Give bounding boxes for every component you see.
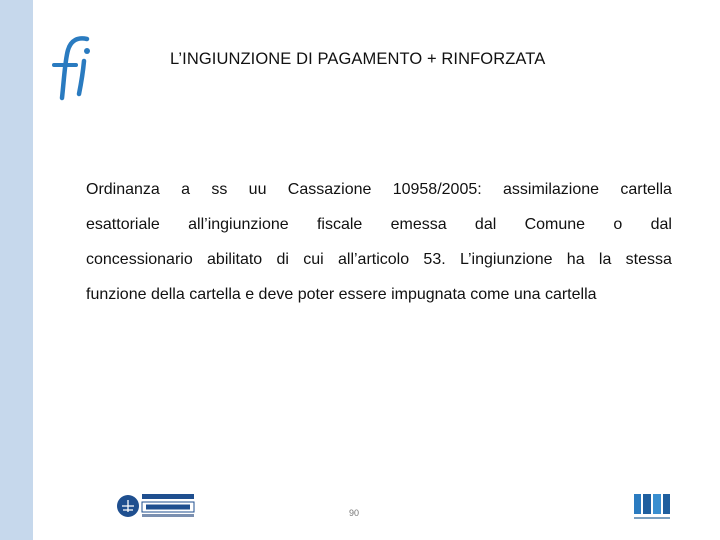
ifel-logo — [632, 490, 672, 524]
word: Cassazione — [287, 181, 372, 198]
word: 10958/2005: — [392, 181, 482, 198]
paragraph-line-4 — [86, 277, 672, 312]
anutel-logo — [116, 492, 196, 520]
word: o — [613, 216, 623, 233]
word: dal — [650, 216, 672, 233]
word: L’ingiunzione — [459, 251, 553, 268]
word: esattoriale — [86, 216, 160, 233]
word: abilitato — [207, 251, 263, 268]
word: uu — [248, 181, 267, 198]
page-number: 90 — [349, 508, 360, 518]
word: dal — [474, 216, 497, 233]
word: all’articolo — [337, 251, 410, 268]
sidebar-strip — [0, 0, 33, 540]
word: a — [181, 181, 191, 198]
word: ha — [566, 251, 585, 268]
word: Ordinanza — [86, 181, 160, 198]
word: stessa — [625, 251, 672, 268]
word: ss — [211, 181, 228, 198]
fi-logo — [40, 32, 100, 104]
word: cui — [303, 251, 324, 268]
word: 53. — [423, 251, 446, 268]
word: Comune — [524, 216, 586, 233]
body-paragraph — [86, 172, 672, 312]
paragraph-line-3 — [86, 242, 672, 277]
word: assimilazione — [503, 181, 600, 198]
line-text: funzione della cartella e deve poter essere impugnata come una cartella — [86, 286, 597, 303]
word: cartella — [620, 181, 672, 198]
word: di — [276, 251, 289, 268]
word: all’ingiunzione — [188, 216, 289, 233]
word: concessionario — [86, 251, 193, 268]
page-title: L’INGIUNZIONE DI PAGAMENTO + RINFORZATA — [170, 50, 546, 68]
paragraph-line-2 — [86, 207, 672, 242]
word: fiscale — [316, 216, 363, 233]
word: emessa — [390, 216, 447, 233]
word: la — [598, 251, 612, 268]
paragraph-line-1 — [86, 172, 672, 207]
